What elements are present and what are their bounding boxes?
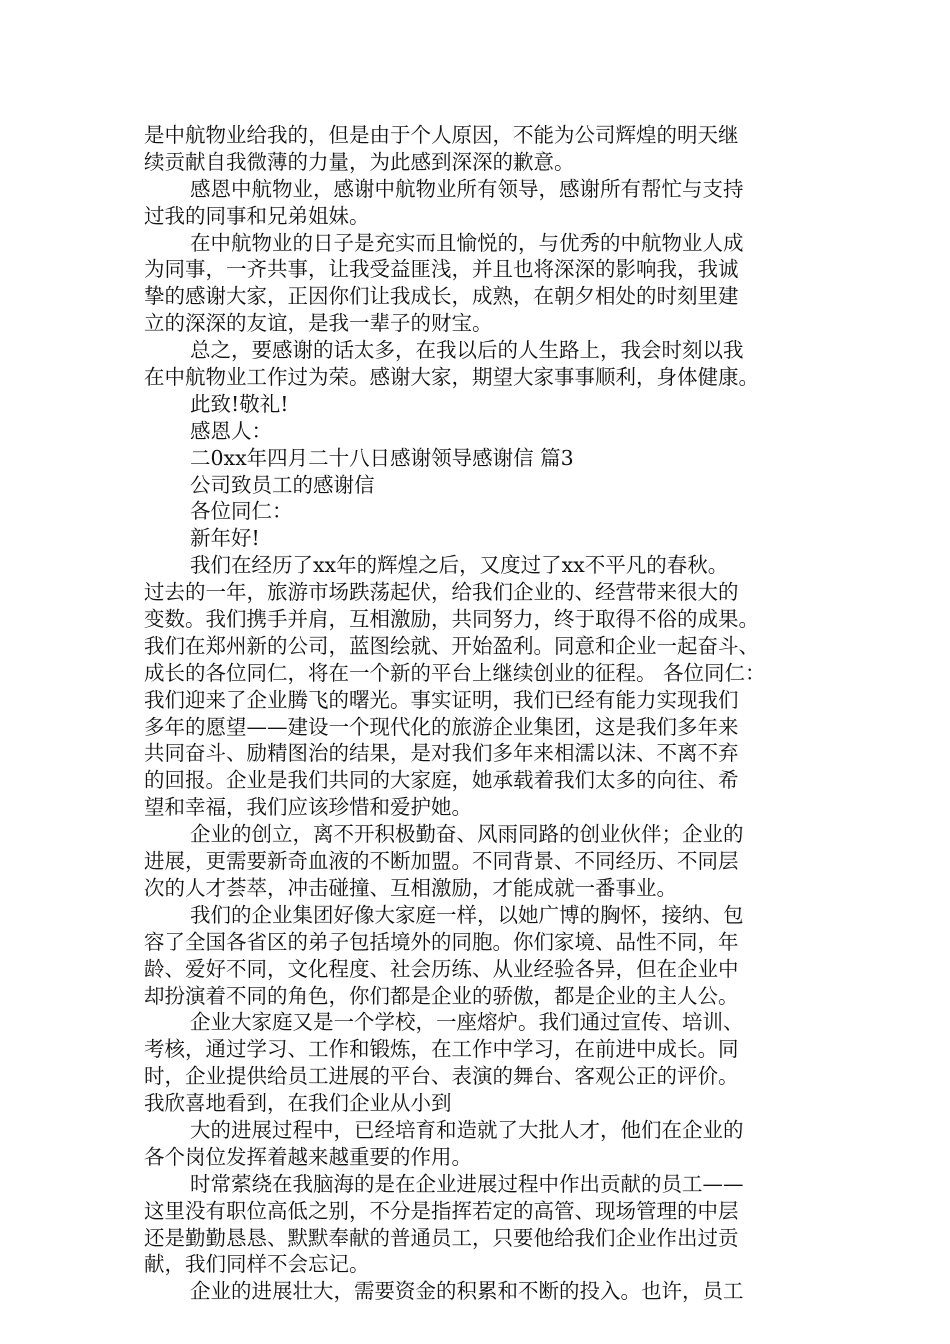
paragraph-first-line: 各位同仁： — [190, 499, 293, 524]
text-line: 还是勤勤恳恳、默默奉献的普通员工，只要他给我们企业作出过贡 — [144, 1225, 739, 1250]
paragraph-first-line: 大的进展过程中，已经培育和造就了大批人才，他们在企业的 — [190, 1117, 744, 1142]
text-line: 我欣喜地看到，在我们企业从小到 — [144, 1091, 452, 1116]
text-line: 为同事，一齐共事，让我受益匪浅，并且也将深深的影响我，我诚 — [144, 257, 739, 282]
paragraph-first-line: 我们的企业集团好像大家庭一样，以她广博的胸怀，接纳、包 — [190, 902, 744, 927]
paragraph-first-line: 总之，要感谢的话太多，在我以后的人生路上，我会时刻以我 — [190, 338, 744, 363]
paragraph-first-line: 公司致员工的感谢信 — [190, 472, 375, 497]
text-line: 的回报。企业是我们共同的大家庭，她承载着我们太多的向往、希 — [144, 768, 739, 793]
text-line: 成长的各位同仁，将在一个新的平台上继续创业的征程。 各位同仁： — [144, 660, 766, 685]
paragraph-first-line: 我们在经历了xx年的辉煌之后，又度过了xx不平凡的春秋。 — [190, 553, 729, 578]
text-line: 我们迎来了企业腾飞的曙光。事实证明，我们已经有能力实现我们 — [144, 687, 739, 712]
text-line: 续贡献自我微薄的力量，为此感到深深的歉意。 — [144, 149, 575, 174]
paragraph-first-line: 企业大家庭又是一个学校，一座熔炉。我们通过宣传、培训、 — [190, 1010, 744, 1035]
text-line: 变数。我们携手并肩，互相激励，共同努力，终于取得不俗的成果。 — [144, 607, 759, 632]
text-line: 这里没有职位高低之别，不分是指挥若定的高管、现场管理的中层 — [144, 1198, 739, 1223]
text-line: 多年的愿望——建设一个现代化的旅游企业集团，这是我们多年来 — [144, 714, 739, 739]
text-line: 是中航物业给我的，但是由于个人原因，不能为公司辉煌的明天继 — [144, 123, 739, 147]
paragraph-first-line: 新年好! — [190, 526, 260, 551]
document-body — [144, 122, 810, 1305]
paragraph-first-line: 企业的进展壮大，需要资金的积累和不断的投入。也许，员工 — [190, 1279, 744, 1304]
text-line: 进展，更需要新奇血液的不断加盟。不同背景、不同经历、不同层 — [144, 849, 739, 874]
text-line: 考核，通过学习、工作和锻炼，在工作中学习，在前进中成长。同 — [144, 1037, 739, 1062]
text-line: 却扮演着不同的角色，你们都是企业的骄傲，都是企业的主人公。 — [144, 983, 739, 1008]
text-line: 过去的一年，旅游市场跌荡起伏，给我们企业的、经营带来很大的 — [144, 580, 739, 605]
text-line: 过我的同事和兄弟姐妹。 — [144, 203, 370, 228]
text-line: 立的深深的友谊，是我一辈子的财宝。 — [144, 311, 493, 336]
text-line: 在中航物业工作过为荣。感谢大家，期望大家事事顺利，身体健康。 — [144, 365, 759, 390]
text-line: 容了全国各省区的弟子包括境外的同胞。你们家境、品性不同，年 — [144, 929, 739, 954]
text-line: 时，企业提供给员工进展的平台、表演的舞台、客观公正的评价。 — [144, 1064, 739, 1089]
paragraph-first-line: 感恩中航物业，感谢中航物业所有领导，感谢所有帮忙与支持 — [190, 176, 744, 201]
text-line: 我们在郑州新的公司，蓝图绘就、开始盈利。同意和企业一起奋斗、 — [144, 633, 759, 658]
paragraph-first-line: 企业的创立，离不开积极勤奋、风雨同路的创业伙伴；企业的 — [190, 822, 744, 847]
paragraph-first-line: 在中航物业的日子是充实而且愉悦的，与优秀的中航物业人成 — [190, 230, 744, 255]
text-line: 共同奋斗、励精图治的结果，是对我们多年来相濡以沫、不离不弃 — [144, 741, 739, 766]
text-line: 次的人才荟萃，冲击碰撞、互相激励，才能成就一番事业。 — [144, 875, 677, 900]
text-line: 各个岗位发挥着越来越重要的作用。 — [144, 1144, 472, 1169]
paragraph-first-line: 时常萦绕在我脑海的是在企业进展过程中作出贡献的员工—— — [190, 1171, 744, 1196]
text-line: 望和幸福，我们应该珍惜和爱护她。 — [144, 795, 472, 820]
paragraph-first-line: 二0xx年四月二十八日感谢领导感谢信 篇3 — [190, 445, 574, 470]
text-line: 龄、爱好不同，文化程度、社会历练、从业经验各异，但在企业中 — [144, 956, 739, 981]
text-line: 献，我们同样不会忘记。 — [144, 1252, 370, 1277]
paragraph-first-line: 此致!敬礼! — [190, 391, 289, 416]
text-line: 挚的感谢大家，正因你们让我成长，成熟，在朝夕相处的时刻里建 — [144, 284, 739, 309]
paragraph-first-line: 感恩人： — [190, 418, 272, 443]
